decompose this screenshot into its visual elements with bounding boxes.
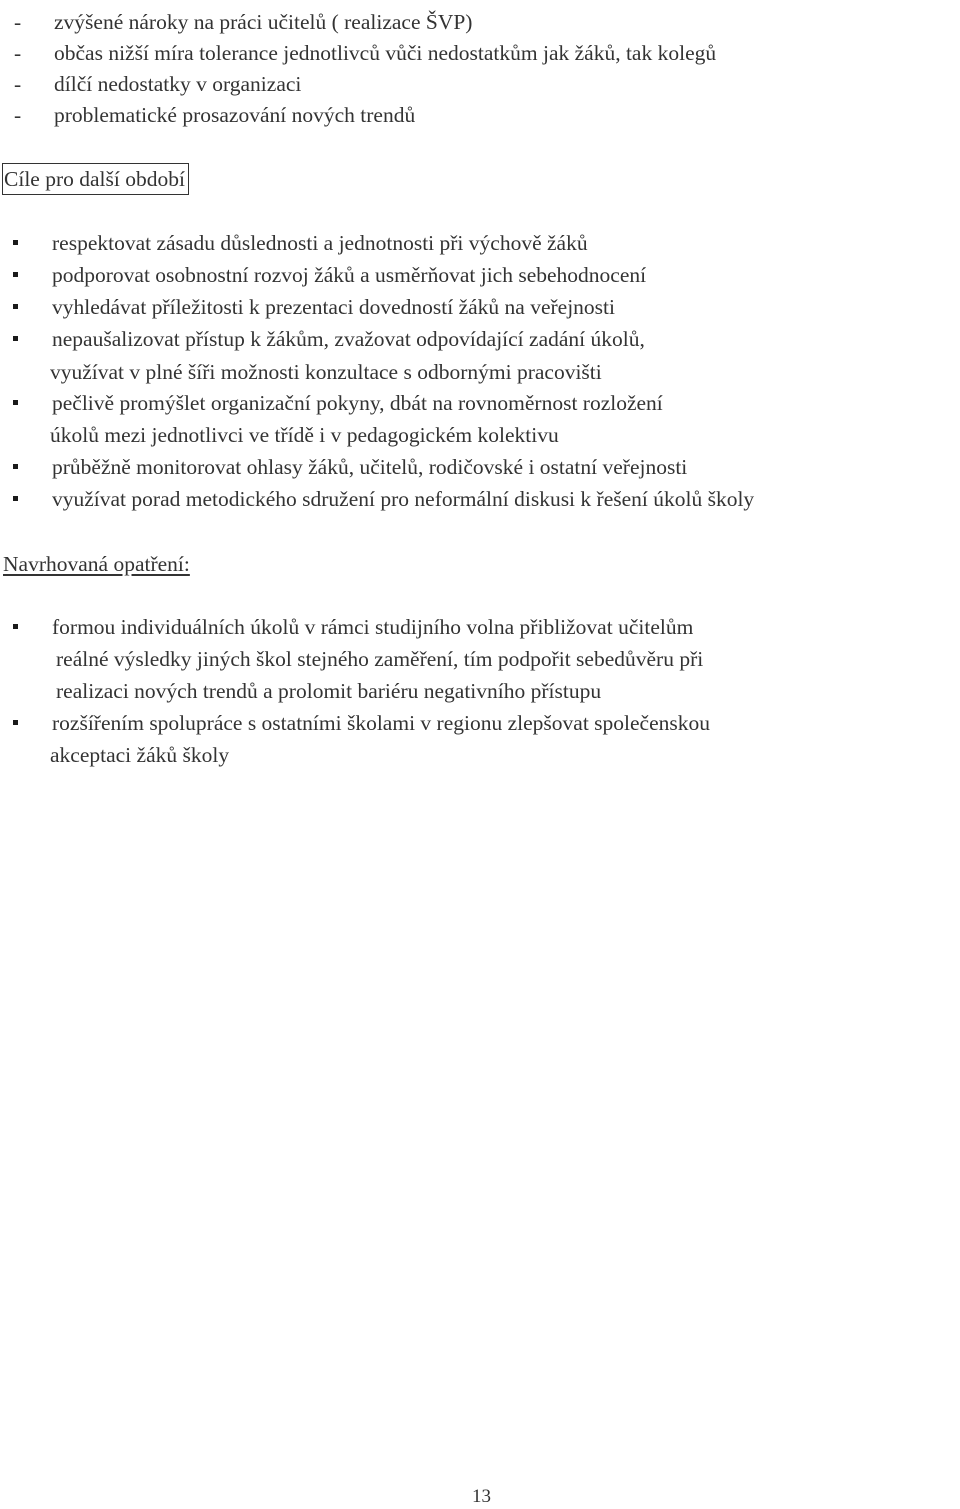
dash-list-item xyxy=(14,39,717,67)
square-bullet-icon xyxy=(13,400,18,405)
goal-item-text: průběžně monitorovat ohlasy žáků, učitelů, rodičovské i ostatní veřejnosti xyxy=(52,455,688,479)
goal-item-text: pečlivě promýšlet organizační pokyny, dbát na rovnoměrnost rozložení xyxy=(52,391,663,415)
square-bullet-icon xyxy=(13,240,18,245)
measure-item-text: rozšířením spolupráce s ostatními školami v regionu zlepšovat společenskou xyxy=(52,711,710,735)
measure-item-text: formou individuálních úkolů v rámci studijního volna přibližovat učitelům xyxy=(52,615,694,639)
measure-item-text-continuation: reálné výsledky jiných škol stejného zaměření, tím podpořit sebedůvěru při xyxy=(56,647,704,671)
dash-marker: - xyxy=(14,72,22,96)
dash-list-item xyxy=(14,70,302,98)
page-number: 13 xyxy=(472,1486,491,1507)
square-bullet-icon xyxy=(13,336,18,341)
dash-list-item xyxy=(14,8,473,36)
measure-item-text-continuation: akceptaci žáků školy xyxy=(50,743,230,767)
square-bullet-icon xyxy=(13,464,18,469)
square-bullet-icon xyxy=(13,720,18,725)
dash-marker: - xyxy=(14,103,22,127)
dash-marker: - xyxy=(14,41,22,65)
goal-item-text: využívat porad metodického sdružení pro neformální diskusi k řešení úkolů školy xyxy=(52,487,755,511)
square-bullet-icon xyxy=(13,624,18,629)
dash-list-item xyxy=(14,101,416,129)
goals-heading: Cíle pro další období xyxy=(2,163,189,195)
square-bullet-icon xyxy=(13,304,18,309)
dash-item-text: dílčí nedostatky v organizaci xyxy=(54,72,302,96)
dash-item-text: zvýšené nároky na práci učitelů ( realizace ŠVP) xyxy=(54,10,473,34)
square-bullet-icon xyxy=(13,496,18,501)
goal-item-text: nepaušalizovat přístup k žákům, zvažovat odpovídající zadání úkolů, xyxy=(52,327,645,351)
measures-heading: Navrhovaná opatření: xyxy=(3,552,190,576)
goal-item-text-continuation: úkolů mezi jednotlivci ve třídě i v pedagogickém kolektivu xyxy=(50,423,559,447)
dash-marker: - xyxy=(14,10,22,34)
dash-item-text: občas nižší míra tolerance jednotlivců vůči nedostatkům jak žáků, tak kolegů xyxy=(54,41,717,65)
measure-item-text-continuation: realizaci nových trendů a prolomit bariéru negativního přístupu xyxy=(56,679,602,703)
goal-item-text-continuation: využívat v plné šíři možnosti konzultace s odbornými pracovišti xyxy=(50,360,602,384)
square-bullet-icon xyxy=(13,272,18,277)
goal-item-text: respektovat zásadu důslednosti a jednotnosti při výchově žáků xyxy=(52,231,588,255)
goal-item-text: podporovat osobnostní rozvoj žáků a usměrňovat jich sebehodnocení xyxy=(52,263,647,287)
goal-item-text: vyhledávat příležitosti k prezentaci dovedností žáků na veřejnosti xyxy=(52,295,615,319)
dash-item-text: problematické prosazování nových trendů xyxy=(54,103,416,127)
